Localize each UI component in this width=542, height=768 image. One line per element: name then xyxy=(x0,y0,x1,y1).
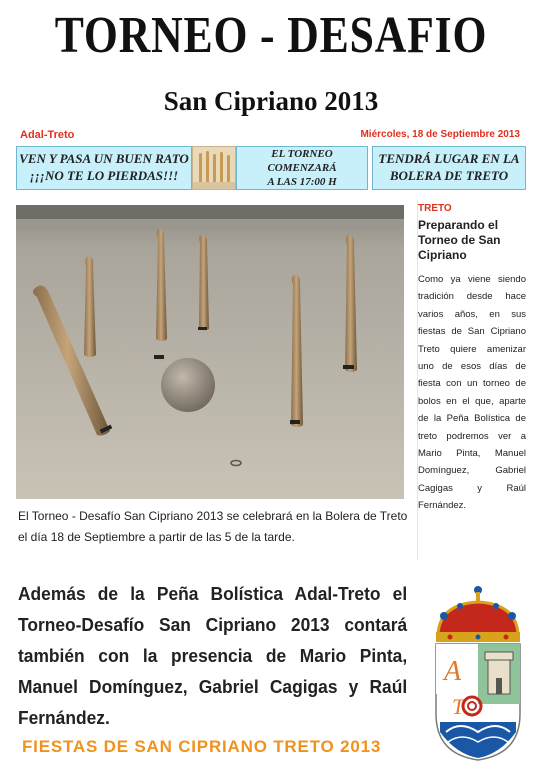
bottom-announcement: Además de la Peña Bolística Adal-Treto el Torneo-Desafío San Cipriano 2013 contará también con la presencia de Mario Pinta, Manuel Domínguez, Gabriel Cagigas y Raúl Fernández. xyxy=(18,583,408,728)
svg-text:T: T xyxy=(452,694,465,719)
poster-title: TORNEO - DESAFIO xyxy=(54,7,488,64)
venue-box xyxy=(372,146,526,190)
date-tag: Miércoles, 18 de Septiembre 2013 xyxy=(360,129,520,140)
photo-caption: El Torneo - Desafío San Cipriano 2013 se celebrará en la Bolera de Treto el día 18 de Septiembre a partir de las 5 de la tarde. xyxy=(18,509,408,544)
start-time-box xyxy=(236,146,368,190)
poster-subtitle: San Cipriano 2013 xyxy=(163,86,379,116)
venue-line-1: TENDRÁ LUGAR EN LA xyxy=(378,151,520,167)
footer-banner: FIESTAS DE SAN CIPRIANO TRETO 2013 xyxy=(22,737,382,756)
svg-text:A: A xyxy=(444,656,462,687)
venue-line-2: BOLERA DE TRETO xyxy=(389,168,509,183)
invite-box xyxy=(16,146,192,190)
invite-line-1: VEN Y PASA UN BUEN RATO xyxy=(19,151,189,167)
location-tag: Adal-Treto xyxy=(20,129,75,141)
sidebar-headline: Preparando el Torneo de San Cipriano xyxy=(418,218,501,262)
start-line-2: A LAS 17:00 H xyxy=(267,176,337,189)
sidebar-tag: TRETO xyxy=(418,203,452,214)
coat-of-arms-icon xyxy=(430,582,526,762)
sidebar-body: Como ya viene siendo tradición desde hace varios años, en sus fiestas de San Cipriano Treto quiere amenizar uno de esos días de fiesta con un torneo de bolos en el que, aparte de la Peña Bolística de treto podremos ver a Mario Pinta, Manuel Domínguez, Gabriel Cagigas y Raúl Fernández. xyxy=(418,274,526,512)
bowling-pins-thumbnail xyxy=(192,146,236,190)
bowling-photo xyxy=(16,205,404,499)
invite-line-2: ¡¡¡NO TE LO PIERDAS!!! xyxy=(29,168,179,183)
sidebar-article xyxy=(418,203,526,515)
start-line-1: EL TORNEO COMENZARÁ xyxy=(267,147,337,174)
